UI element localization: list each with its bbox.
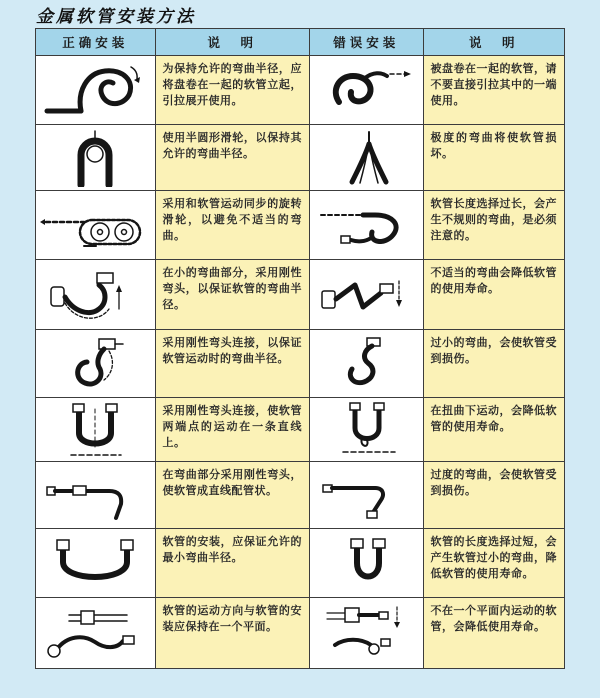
rigid-elbow-u-bend-illustration [43, 335, 147, 393]
wrong-image-cell [310, 529, 424, 598]
table-row [36, 330, 564, 398]
correct-note: 在小的弯曲部分，采用刚性弯头，以保证软管的弯曲半径。 [156, 260, 310, 330]
correct-note: 软管的安装，应保证允许的最小弯曲半径。 [156, 529, 310, 598]
correct-note: 使用半圆形滑轮，以保持其允许的弯曲半径。 [156, 125, 310, 191]
correct-image-cell [36, 398, 156, 462]
wrong-note: 软管长度选择过长，会产生不规则的弯曲，是必须注意的。 [424, 191, 564, 260]
table-row [36, 260, 564, 330]
motion-in-one-plane-illustration [41, 603, 149, 663]
motion-out-of-plane-illustration [317, 603, 415, 663]
folded-hanging-hose-illustration [317, 130, 415, 186]
wrong-image-cell [310, 125, 424, 191]
table-row [36, 598, 564, 668]
wrong-image-cell [310, 260, 424, 330]
table-row [36, 398, 564, 462]
wrong-note: 极度的弯曲将使软管损坏。 [424, 125, 564, 191]
correct-note: 采用和软管运动同步的旋转滑轮，以避免不适当的弯曲。 [156, 191, 310, 260]
straight-piping-elbow-illustration [43, 466, 147, 524]
rotating-pulleys-illustration [40, 196, 150, 254]
wrong-note: 不在一个平面内运动的软管，会降低使用寿命。 [424, 598, 564, 668]
wrong-image-cell [310, 598, 424, 668]
table-header [36, 29, 564, 56]
too-short-narrow-u-illustration [317, 535, 415, 591]
too-long-loop-illustration [317, 197, 415, 253]
hose-over-pulley-illustration [43, 129, 147, 187]
correct-image-cell [36, 330, 156, 398]
wrong-image-cell [310, 462, 424, 529]
correct-image-cell [36, 260, 156, 330]
correct-image-cell [36, 56, 156, 125]
wrong-note: 过小的弯曲，会使软管受到损伤。 [424, 330, 564, 398]
correct-image-cell [36, 598, 156, 668]
wrong-note: 不适当的弯曲会降低软管的使用寿命。 [424, 260, 564, 330]
header-cell-note-right: 说 明 [424, 29, 564, 56]
coiled-hose-stood-upright-illustration [43, 61, 147, 119]
header-cell-note-left: 说 明 [156, 29, 310, 56]
correct-image-cell [36, 462, 156, 529]
wrong-note: 过度的弯曲，会使软管受到损伤。 [424, 462, 564, 529]
wrong-note: 在扭曲下运动，会降低软管的使用寿命。 [424, 398, 564, 462]
twisted-u-hose-illustration [317, 402, 415, 458]
table-row [36, 56, 564, 125]
table-row [36, 462, 564, 529]
header-cell-correct: 正确安装 [36, 29, 156, 56]
correct-image-cell [36, 191, 156, 260]
over-bent-elbow-illustration [317, 467, 415, 523]
wrong-image-cell [310, 398, 424, 462]
sharp-zigzag-bend-illustration [317, 267, 415, 323]
table-row [36, 125, 564, 191]
wrong-image-cell [310, 191, 424, 260]
table-row [36, 529, 564, 598]
header-cell-wrong: 错误安装 [310, 29, 424, 56]
correct-image-cell [36, 125, 156, 191]
ends-in-line-u-illustration [43, 401, 147, 459]
table-row [36, 191, 564, 260]
s-hook-small-bend-illustration [317, 336, 415, 392]
coiled-hose-pulled-by-end-illustration [317, 62, 415, 118]
wrong-image-cell [310, 330, 424, 398]
correct-note: 软管的运动方向与软管的安装应保持在一个平面。 [156, 598, 310, 668]
correct-note: 采用刚性弯头连接，使软管两端点的运动在一条直线上。 [156, 398, 310, 462]
page-title: 金属软管安装方法 [36, 7, 196, 27]
rigid-elbow-small-bend-illustration [43, 265, 147, 325]
wide-u-min-radius-illustration [41, 534, 149, 592]
installation-table [35, 28, 565, 669]
correct-note: 采用刚性弯头连接，以保证软管运动时的弯曲半径。 [156, 330, 310, 398]
correct-note: 为保持允许的弯曲半径，应将盘卷在一起的软管立起，引拉展开使用。 [156, 56, 310, 125]
wrong-image-cell [310, 56, 424, 125]
correct-image-cell [36, 529, 156, 598]
wrong-note: 软管的长度选择过短，会产生软管过小的弯曲，降低软管的使用寿命。 [424, 529, 564, 598]
wrong-note: 被盘卷在一起的软管，请不要直接引拉其中的一端使用。 [424, 56, 564, 125]
correct-note: 在弯曲部分采用刚性弯头，使软管成直线配管状。 [156, 462, 310, 529]
